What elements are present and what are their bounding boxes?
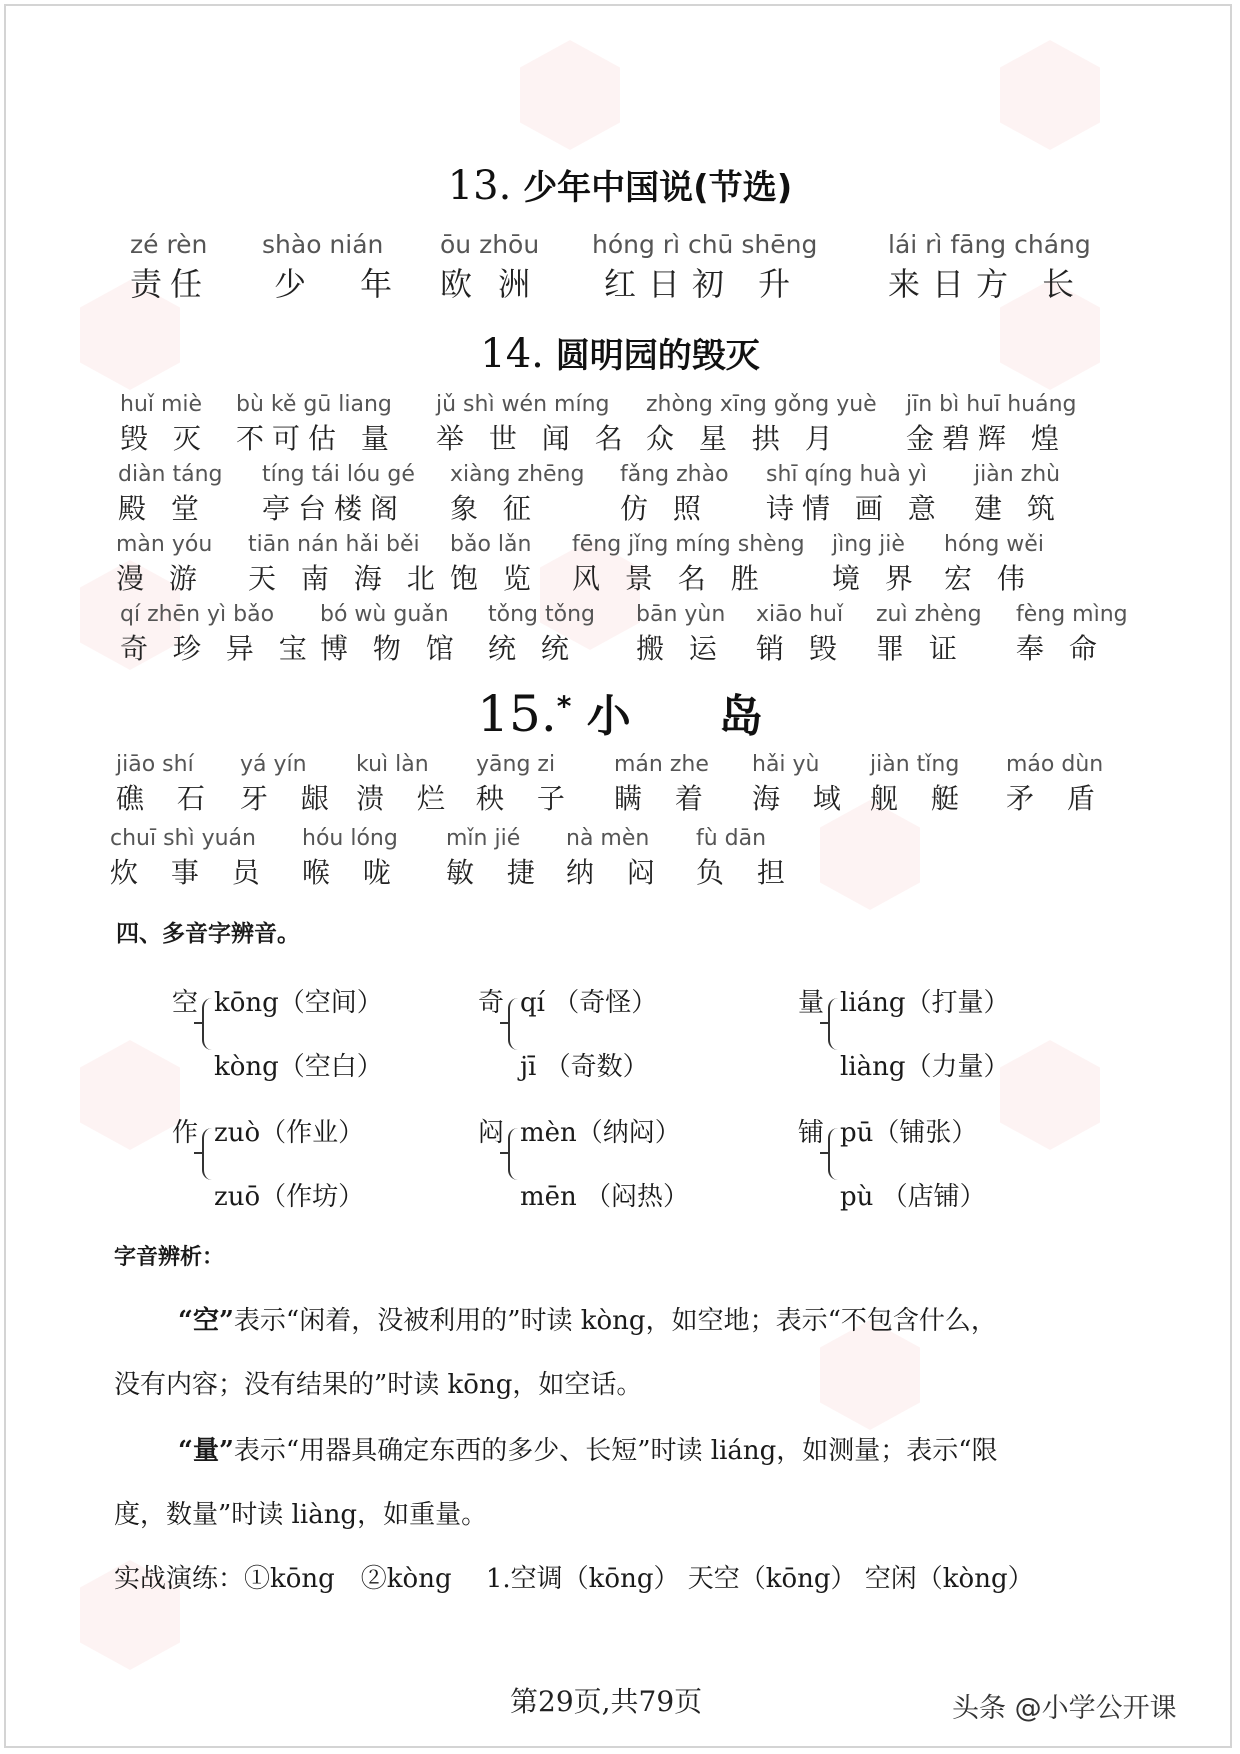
hanzi: 秧 子 [476, 782, 577, 815]
pinyin: chuī shì yuán [110, 826, 256, 851]
lesson-title: 少年中国说(节选) [523, 168, 793, 208]
paragraph-text: 表示“用器具确定东西的多少、长短”时读 liáng，如测量；表示“限 [233, 1436, 998, 1466]
bold-term: “空” [178, 1306, 234, 1336]
pinyin: shào nián [262, 230, 384, 259]
pinyin: zé rèn [130, 230, 208, 259]
pinyin: bǎo lǎn [450, 532, 532, 557]
hanzi: 牙 龈 [240, 782, 341, 815]
hanzi: 瞒 着 [614, 782, 715, 815]
hanzi: 奉 命 [1016, 632, 1105, 665]
analysis-heading: 字音辨析： [114, 1244, 225, 1270]
vocab-item [696, 826, 797, 891]
vocab-item [262, 230, 414, 305]
vocab-item [646, 392, 877, 457]
hanzi: 炊 事 员 [110, 856, 272, 889]
pinyin: xiàng zhēng [450, 462, 585, 487]
pinyin: hóng wěi [944, 532, 1044, 557]
hanzi: 境 界 [832, 562, 921, 595]
hanzi: 欧 洲 [440, 265, 539, 303]
pinyin: lái rì fāng cháng [888, 230, 1091, 259]
vocab-item [592, 230, 817, 305]
hanzi: 亭台楼阁 [262, 492, 407, 525]
vocab-item [572, 532, 805, 597]
vocab-item [248, 532, 443, 597]
hanzi: 敏 捷 [446, 856, 547, 889]
pinyin: diàn táng [118, 462, 223, 487]
hanzi: 象 征 [450, 492, 539, 525]
hanzi: 喉 咙 [302, 856, 403, 889]
hanzi: 红日初 升 [604, 265, 803, 303]
pinyin: máo dùn [1006, 752, 1104, 777]
pinyin: tiān nán hǎi běi [248, 532, 420, 557]
vocab-item [356, 752, 457, 817]
vocab-item [320, 602, 462, 667]
hanzi: 海 域 [752, 782, 853, 815]
section-heading: 四、多音字辨音。 [116, 920, 300, 947]
lesson-title: 小 岛 [586, 691, 763, 742]
hanzi: 金碧辉 煌 [906, 422, 1067, 455]
pinyin: yāng zi [476, 752, 556, 777]
hanzi: 统 统 [488, 632, 577, 665]
vocab-item [832, 532, 921, 597]
hanzi: 少 年 [274, 265, 415, 303]
hanzi: 仿 照 [620, 492, 709, 525]
vocab-item [944, 532, 1044, 597]
pinyin: fù dān [696, 826, 767, 851]
hanzi: 漫 游 [116, 562, 205, 595]
vocab-item [756, 602, 845, 667]
pinyin: yá yín [240, 752, 307, 777]
hanzi: 销 毁 [756, 632, 845, 665]
hanzi: 溃 烂 [356, 782, 457, 815]
vocab-item [888, 230, 1091, 305]
hanzi: 殿 堂 [118, 492, 207, 525]
pinyin: zuì zhèng [876, 602, 982, 627]
reading-1: mèn（纳闷） [520, 1118, 681, 1148]
hanzi: 搬 运 [636, 632, 725, 665]
pinyin: zhòng xīng gǒng yuè [646, 392, 877, 417]
vocab-item [302, 826, 403, 891]
paragraph-text: 度，数量”时读 liàng，如重量。 [114, 1500, 488, 1530]
pinyin: huǐ miè [120, 392, 203, 417]
polyphonic-char: 作 [172, 1118, 199, 1148]
pinyin: hóng rì chū shēng [592, 230, 818, 259]
reading-1: qí （奇怪） [520, 988, 658, 1018]
pinyin: shī qíng huà yì [766, 462, 927, 487]
lesson-number: 15. [477, 685, 557, 743]
vocab-item [974, 462, 1063, 527]
hanzi: 建 筑 [974, 492, 1063, 525]
pinyin: fèng mìng [1016, 602, 1128, 627]
vocab-item [614, 752, 715, 817]
hanzi: 纳 闷 [566, 856, 667, 889]
hanzi: 风 景 名 胜 [572, 562, 767, 595]
pinyin: mǐn jié [446, 826, 521, 851]
pinyin: fǎng zhào [620, 462, 729, 487]
lesson-title: 圆明园的毁灭 [555, 336, 760, 376]
lesson-15-title [0, 680, 1240, 744]
analysis-paragraph-2 [178, 1430, 998, 1467]
vocab-item [236, 392, 397, 457]
vocab-item [118, 462, 223, 527]
pinyin: fēng jǐng míng shèng [572, 532, 805, 557]
polyphonic-char: 铺 [798, 1118, 825, 1148]
pinyin: hǎi yù [752, 752, 820, 777]
pinyin: tǒng tǒng [488, 602, 595, 627]
vocab-item [566, 826, 667, 891]
vocab-item [450, 532, 539, 597]
reading-2: zuō（作坊） [214, 1182, 365, 1212]
vocab-item [120, 392, 209, 457]
pinyin: tíng tái lóu gé [262, 462, 415, 487]
pinyin: bó wù guǎn [320, 602, 449, 627]
hanzi: 舰 艇 [870, 782, 971, 815]
pinyin: bù kě gū liang [236, 392, 392, 417]
practice-line: 实战演练：①kōng ②kòng 1.空调（kōng） 天空（kōng） 空闲（kòng） [114, 1564, 1034, 1594]
hanzi: 天 南 海 北 [248, 562, 443, 595]
page-number: 第29页,共79页 [510, 1685, 703, 1718]
pinyin: jīn bì huī huáng [906, 392, 1077, 417]
hanzi: 礁 石 [116, 782, 217, 815]
pinyin: jiāo shí [116, 752, 194, 777]
hanzi: 负 担 [696, 856, 797, 889]
pinyin: kuì làn [356, 752, 429, 777]
reading-2: pù （店铺） [840, 1182, 986, 1212]
pinyin: xiāo huǐ [756, 602, 844, 627]
hanzi: 宏 伟 [944, 562, 1033, 595]
hanzi: 众 星 拱 月 [646, 422, 841, 455]
hanzi: 毁 灭 [120, 422, 209, 455]
vocab-item [752, 752, 853, 817]
pinyin: jiàn tǐng [870, 752, 960, 777]
vocab-item [1006, 752, 1107, 817]
polyphonic-char: 奇 [478, 988, 505, 1018]
reading-2: kòng（空白） [214, 1052, 383, 1082]
reading-1: pū（铺张） [840, 1118, 978, 1148]
hanzi: 饱 览 [450, 562, 539, 595]
vocab-item [876, 602, 982, 667]
vocab-item [476, 752, 577, 817]
vocab-item [240, 752, 341, 817]
vocab-item [636, 602, 725, 667]
reading-1: liáng（打量） [840, 988, 1010, 1018]
pinyin: mán zhe [614, 752, 709, 777]
pinyin: ōu zhōu [440, 230, 540, 259]
vocab-item [870, 752, 971, 817]
lesson-13-title [0, 160, 1240, 209]
vocab-item [620, 462, 729, 527]
source-watermark: 头条 @小学公开课 [952, 1693, 1177, 1724]
reading-2: liàng（力量） [840, 1052, 1010, 1082]
lesson-star: * [556, 689, 572, 723]
lesson-14-title [0, 328, 1240, 377]
hanzi: 诗情 画 意 [766, 492, 944, 525]
hanzi: 来日方 长 [888, 265, 1087, 303]
vocab-item [116, 532, 212, 597]
pinyin: jǔ shì wén míng [436, 392, 610, 417]
vocab-item [262, 462, 415, 527]
polyphonic-char: 空 [172, 988, 199, 1018]
hanzi: 奇 珍 异 宝 [120, 632, 315, 665]
hanzi: 矛 盾 [1006, 782, 1107, 815]
pinyin: jìng jiè [832, 532, 905, 557]
vocab-item [1016, 602, 1128, 667]
reading-1: kōng（空间） [214, 988, 383, 1018]
polyphonic-char: 量 [798, 988, 825, 1018]
reading-2: mēn （闷热） [520, 1182, 690, 1212]
vocab-item [436, 392, 631, 457]
vocab-item [766, 462, 944, 527]
vocab-item [116, 752, 217, 817]
lesson-number: 13. [447, 163, 512, 209]
vocab-item [450, 462, 584, 527]
vocab-item [488, 602, 595, 667]
pinyin: bān yùn [636, 602, 726, 627]
pinyin: hóu lóng [302, 826, 398, 851]
vocab-item [120, 602, 315, 667]
lesson-number: 14. [480, 331, 544, 377]
pinyin: qí zhēn yì bǎo [120, 602, 275, 627]
hanzi: 罪 证 [876, 632, 965, 665]
paragraph-text: 没有内容；没有结果的”时读 kōng，如空话。 [114, 1370, 643, 1400]
vocab-item [906, 392, 1077, 457]
reading-2: jī （奇数） [520, 1052, 649, 1082]
pinyin: jiàn zhù [974, 462, 1061, 487]
bold-term: “量” [178, 1436, 234, 1466]
hanzi: 不可估 量 [236, 422, 397, 455]
vocab-item [440, 230, 539, 305]
vocab-item [130, 230, 210, 305]
vocab-item [446, 826, 547, 891]
hanzi: 博 物 馆 [320, 632, 462, 665]
hanzi: 举 世 闻 名 [436, 422, 631, 455]
pinyin: màn yóu [116, 532, 213, 557]
polyphonic-char: 闷 [478, 1118, 505, 1148]
pinyin: nà mèn [566, 826, 650, 851]
paragraph-text: 表示“闲着，没被利用的”时读 kòng，如空地；表示“不包含什么， [233, 1306, 997, 1336]
vocab-item [110, 826, 272, 891]
hanzi: 责任 [130, 265, 211, 303]
analysis-paragraph-1 [178, 1300, 997, 1337]
reading-1: zuò（作业） [214, 1118, 365, 1148]
